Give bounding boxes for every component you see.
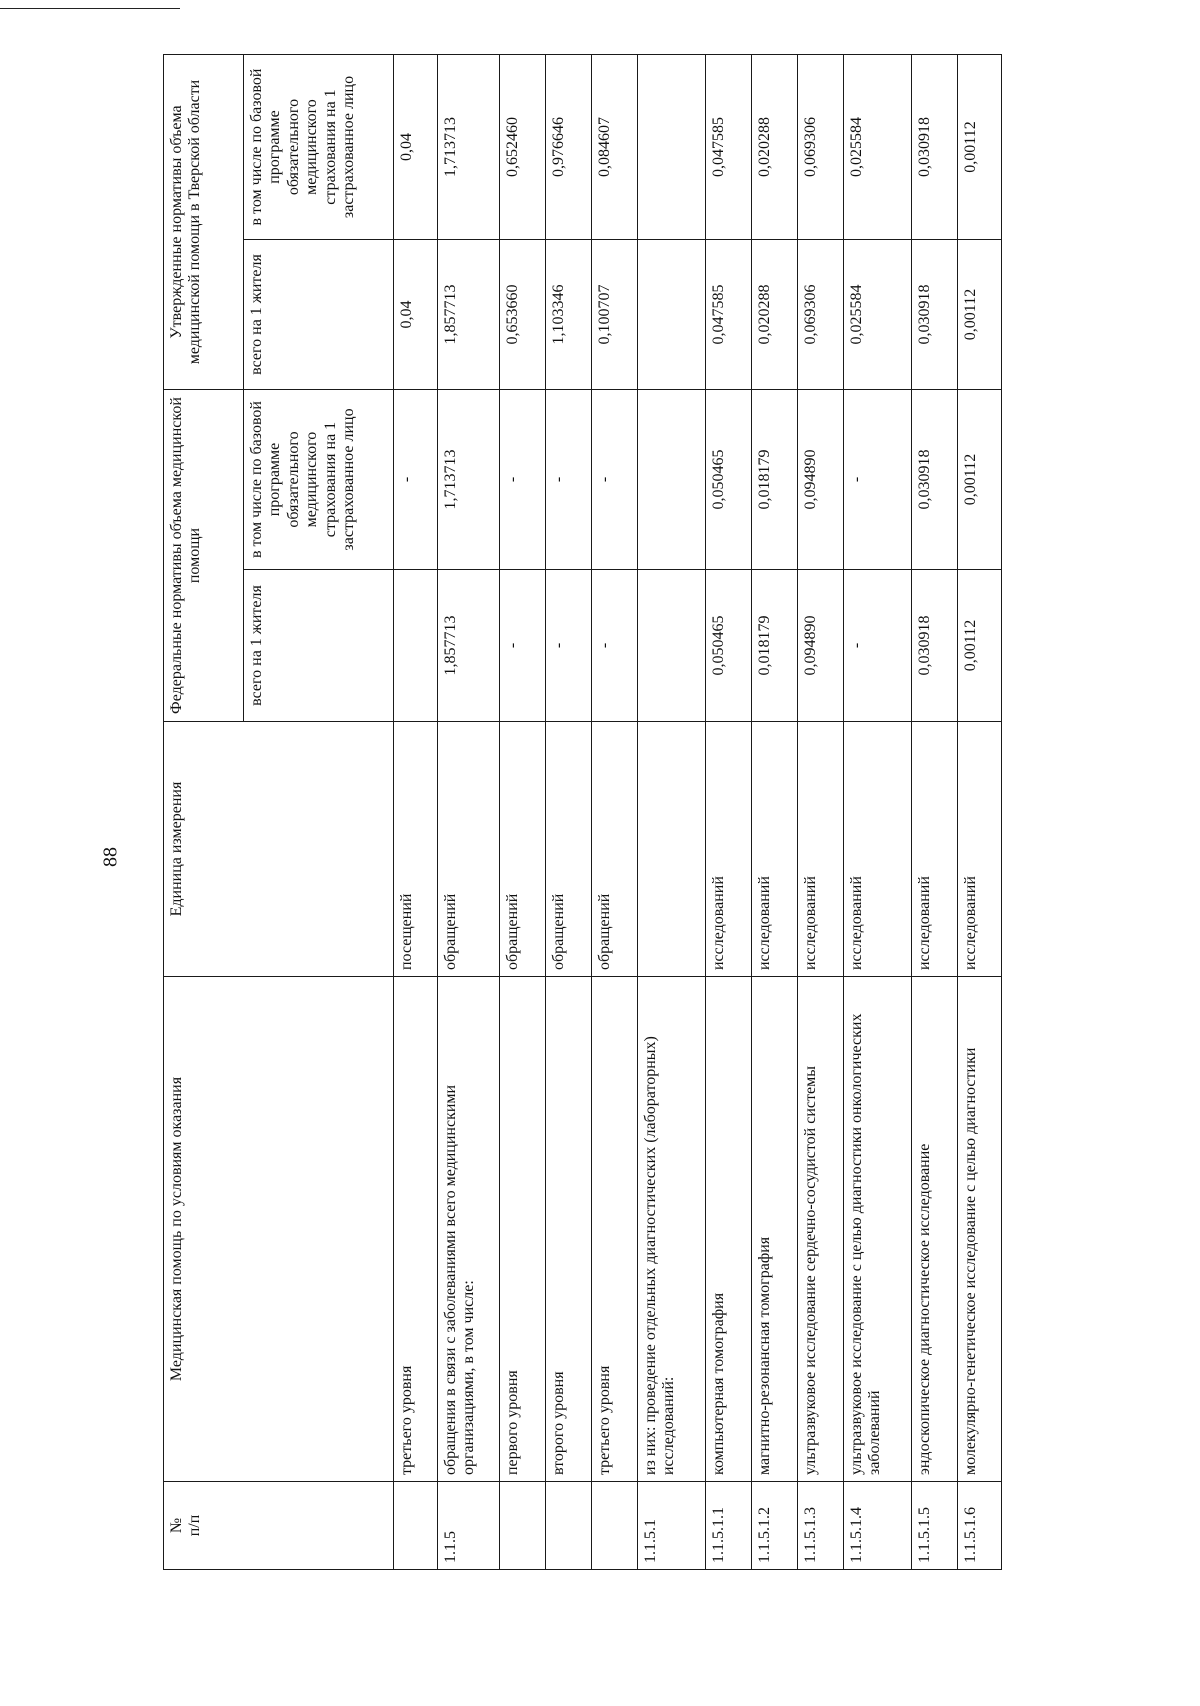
- table-row: [912, 55, 958, 1570]
- row-name: третьего уровня: [592, 977, 638, 1482]
- col-header-unit: Единица измерения: [164, 722, 394, 977]
- row-name: молекулярно-генетическое исследование с целью диагностики: [958, 977, 1002, 1482]
- fed-per-insured: 0,050465: [706, 390, 752, 570]
- row-num: [394, 1482, 438, 1570]
- row-name: второго уровня: [546, 977, 592, 1482]
- reg-per-insured: 0,020288: [752, 55, 798, 240]
- reg-per-resident: 0,030918: [912, 240, 958, 390]
- rotated-table-container: [163, 55, 1063, 1570]
- reg-per-resident: 0,04: [394, 240, 438, 390]
- table-row: [706, 55, 752, 1570]
- header-row-1: [164, 55, 244, 1570]
- fed-per-resident: 1,857713: [438, 570, 500, 722]
- col-header-federal: Федеральные нормативы объема медицинской помощи: [164, 390, 244, 722]
- table-row: [752, 55, 798, 1570]
- row-unit: исследований: [844, 722, 912, 977]
- col-header-reg-per-resident: всего на 1 жителя: [244, 240, 394, 390]
- fed-per-insured: -: [546, 390, 592, 570]
- fed-per-resident: 0,030918: [912, 570, 958, 722]
- table-row: [394, 55, 438, 1570]
- col-header-num: № п/п: [164, 1482, 394, 1570]
- fed-per-insured: -: [592, 390, 638, 570]
- row-unit: исследований: [798, 722, 844, 977]
- reg-per-insured: [638, 55, 706, 240]
- table-row: [958, 55, 1002, 1570]
- row-name: компьютерная томография: [706, 977, 752, 1482]
- reg-per-insured: 0,025584: [844, 55, 912, 240]
- table-row: [638, 55, 706, 1570]
- fed-per-resident: -: [844, 570, 912, 722]
- reg-per-resident: 0,00112: [958, 240, 1002, 390]
- row-name: магнитно-резонансная томография: [752, 977, 798, 1482]
- row-num: 1.1.5.1.1: [706, 1482, 752, 1570]
- reg-per-resident: 1,103346: [546, 240, 592, 390]
- reg-per-resident: 1,857713: [438, 240, 500, 390]
- fed-per-insured: 0,018179: [752, 390, 798, 570]
- row-unit: [638, 722, 706, 977]
- reg-per-insured: 0,00112: [958, 55, 1002, 240]
- row-unit: исследований: [912, 722, 958, 977]
- table-row: [438, 55, 500, 1570]
- fed-per-resident: [394, 570, 438, 722]
- row-num: 1.1.5.1.5: [912, 1482, 958, 1570]
- reg-per-insured: 0,084607: [592, 55, 638, 240]
- fed-per-insured: -: [394, 390, 438, 570]
- row-num: 1.1.5.1.3: [798, 1482, 844, 1570]
- col-header-reg-per-insured: в том числе по базовой программе обязательного медицинского страхования на 1 застрахованное лицо: [244, 55, 394, 240]
- reg-per-insured: 1,713713: [438, 55, 500, 240]
- reg-per-resident: 0,653660: [500, 240, 546, 390]
- reg-per-resident: 0,020288: [752, 240, 798, 390]
- row-unit: посещений: [394, 722, 438, 977]
- row-name: ультразвуковое исследование с целью диагностики онкологических заболеваний: [844, 977, 912, 1482]
- scan-artifact-line: [0, 8, 180, 9]
- reg-per-resident: 0,025584: [844, 240, 912, 390]
- reg-per-insured: 0,047585: [706, 55, 752, 240]
- row-num: 1.1.5: [438, 1482, 500, 1570]
- reg-per-insured: 0,976646: [546, 55, 592, 240]
- col-header-type: Медицинская помощь по условиям оказания: [164, 977, 394, 1482]
- fed-per-insured: [638, 390, 706, 570]
- page-number: 88: [99, 847, 122, 867]
- reg-per-insured: 0,069306: [798, 55, 844, 240]
- row-name: из них: проведение отдельных диагностических (лабораторных) исследований:: [638, 977, 706, 1482]
- col-header-fed-per-resident: всего на 1 жителя: [244, 570, 394, 722]
- reg-per-resident: 0,047585: [706, 240, 752, 390]
- reg-per-resident: 0,100707: [592, 240, 638, 390]
- fed-per-insured: 1,713713: [438, 390, 500, 570]
- col-header-regional: Утвержденные нормативы объема медицинской помощи в Тверской области: [164, 55, 244, 390]
- fed-per-resident: 0,050465: [706, 570, 752, 722]
- table-row: [844, 55, 912, 1570]
- row-num: [500, 1482, 546, 1570]
- fed-per-resident: 0,00112: [958, 570, 1002, 722]
- reg-per-insured: 0,652460: [500, 55, 546, 240]
- row-num: [592, 1482, 638, 1570]
- fed-per-resident: -: [546, 570, 592, 722]
- row-unit: обращений: [546, 722, 592, 977]
- fed-per-resident: 0,018179: [752, 570, 798, 722]
- row-name: первого уровня: [500, 977, 546, 1482]
- fed-per-insured: -: [844, 390, 912, 570]
- row-name: ультразвуковое исследование сердечно-сосудистой системы: [798, 977, 844, 1482]
- row-num: 1.1.5.1: [638, 1482, 706, 1570]
- fed-per-insured: 0,030918: [912, 390, 958, 570]
- fed-per-resident: 0,094890: [798, 570, 844, 722]
- fed-per-insured: 0,094890: [798, 390, 844, 570]
- row-unit: обращений: [438, 722, 500, 977]
- fed-per-resident: -: [592, 570, 638, 722]
- row-num: 1.1.5.1.2: [752, 1482, 798, 1570]
- reg-per-resident: [638, 240, 706, 390]
- reg-per-insured: 0,04: [394, 55, 438, 240]
- row-name: обращения в связи с заболеваниями всего медицинскими организациями, в том числе:: [438, 977, 500, 1482]
- table-row: [798, 55, 844, 1570]
- norms-table: [163, 54, 1002, 1570]
- row-unit: исследований: [752, 722, 798, 977]
- fed-per-insured: 0,00112: [958, 390, 1002, 570]
- row-unit: обращений: [592, 722, 638, 977]
- row-unit: исследований: [706, 722, 752, 977]
- reg-per-resident: 0,069306: [798, 240, 844, 390]
- fed-per-resident: -: [500, 570, 546, 722]
- col-header-fed-per-insured: в том числе по базовой программе обязательного медицинского страхования на 1 застрахованное лицо: [244, 390, 394, 570]
- table-row: [500, 55, 546, 1570]
- row-unit: исследований: [958, 722, 1002, 977]
- row-name: третьего уровня: [394, 977, 438, 1482]
- reg-per-insured: 0,030918: [912, 55, 958, 240]
- fed-per-insured: -: [500, 390, 546, 570]
- table-row: [592, 55, 638, 1570]
- table-row: [546, 55, 592, 1570]
- fed-per-resident: [638, 570, 706, 722]
- row-name: эндоскопическое диагностическое исследование: [912, 977, 958, 1482]
- row-unit: обращений: [500, 722, 546, 977]
- row-num: 1.1.5.1.4: [844, 1482, 912, 1570]
- row-num: 1.1.5.1.6: [958, 1482, 1002, 1570]
- row-num: [546, 1482, 592, 1570]
